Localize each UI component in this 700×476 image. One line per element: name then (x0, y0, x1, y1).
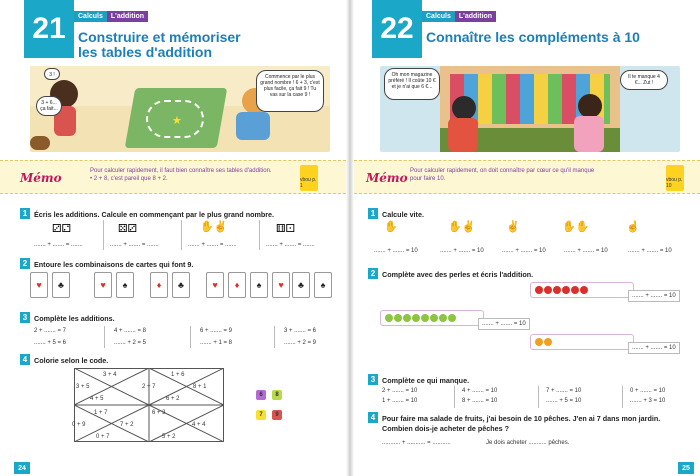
playing-card[interactable]: ♣ (52, 272, 70, 298)
complement-item[interactable]: 2 + ....... = 10 (382, 388, 418, 394)
grid-cell-label: 0 + 7 (96, 434, 110, 440)
lesson-tag (74, 11, 148, 22)
playing-card[interactable]: ♥ (206, 272, 224, 298)
exercise-instruction: Calcule vite. (382, 210, 424, 219)
complement-item[interactable]: ....... + 3 = 10 (630, 398, 666, 404)
addition-item[interactable]: 3 + ....... = 6 (284, 328, 317, 334)
grid-cell-label: 4 + 4 (192, 422, 206, 428)
complement-item[interactable]: 8 + ....... = 10 (462, 398, 498, 404)
complement-item[interactable]: 0 + ....... = 10 (630, 388, 666, 394)
memo-book-icon: vbou p. 1 (300, 165, 318, 191)
memo-text: Pour calculer rapidement, on doit connaître par cœur ce qu'il manque pour faire 10. (410, 168, 595, 182)
dice-icon: ⚄⚂ (118, 223, 138, 235)
tag-category: Calculs (74, 11, 107, 22)
grid-cell-label: 5 + 2 (162, 434, 176, 440)
addition-item[interactable]: 4 + ....... = 8 (114, 328, 147, 334)
addition-item[interactable]: ....... + 1 = 8 (200, 340, 233, 346)
playing-card[interactable]: ♥ (30, 272, 48, 298)
playing-card[interactable]: ♦ (228, 272, 246, 298)
complement-item[interactable]: 1 + ....... = 10 (382, 398, 418, 404)
grid-cell-label: 7 + 2 (120, 422, 134, 428)
hand-icon: ✋✌ (200, 221, 228, 233)
bead-strip[interactable] (530, 282, 634, 298)
answer-blank[interactable]: ....... + ....... = ....... (110, 242, 159, 248)
answer-blank[interactable]: ....... + ....... = ....... (34, 242, 83, 248)
answer-blank[interactable]: ....... + ....... = 10 (564, 248, 608, 254)
answer-blank[interactable]: ....... + ....... = 10 (440, 248, 484, 254)
color-code-swatch: 6 (256, 390, 266, 400)
hand-icon: ✋✋ (562, 221, 590, 233)
memo-text: Pour calculer rapidement, il faut bien connaître ses tables d'addition. • 2 + 8, c'est pareil que 8 + 2. (90, 168, 272, 182)
hand-icon: ✋ (384, 221, 398, 233)
addition-item[interactable]: 2 + ....... = 7 (34, 328, 67, 334)
lesson-number: 21 (24, 0, 74, 58)
playing-card[interactable]: ♥ (94, 272, 112, 298)
grid-cell-label: 1 + 7 (94, 410, 108, 416)
hand-icon: ✋✌ (448, 221, 476, 233)
hand-icon: ✌ (506, 221, 520, 233)
grid-cell-label: 6 + 3 (152, 410, 166, 416)
answer-blank[interactable]: ....... + ....... = 10 (374, 248, 418, 254)
complement-item[interactable]: ....... + 5 = 10 (546, 398, 582, 404)
answer-box[interactable]: ....... + ....... = 10 (628, 290, 680, 302)
speech-bubble: Oh mon magazine préféré ! Il coûte 10 € et je n'ai que 6 €... (384, 68, 440, 100)
grid-cell-label: 4 + 5 (90, 396, 104, 402)
exercise-instruction: Colorie selon le code. (34, 356, 109, 365)
grid-cell-label: 1 + 6 (171, 372, 185, 378)
answer-box[interactable]: ....... + ....... = 10 (478, 318, 530, 330)
exercise-number: 1 (368, 208, 378, 219)
exercise-number: 2 (368, 268, 378, 279)
hand-icon: ☝ (626, 221, 640, 233)
playing-card[interactable]: ♣ (172, 272, 190, 298)
grid-cell-label: 3 + 5 (76, 384, 90, 390)
speech-bubble: Il te manque 4 €... Zut ! (620, 70, 668, 90)
memo-book-icon: vbou p. 10 (666, 165, 684, 191)
addition-item[interactable]: ....... + 5 = 6 (34, 340, 67, 346)
lesson-number: 22 (372, 0, 422, 58)
speech-bubble: Commence par le plus grand nombre ! 6 + 3, c'est plus facile, ça fait 9 ! Tu vas sur la case 9 ! (256, 70, 324, 112)
addition-item[interactable]: ....... + 2 = 9 (284, 340, 317, 346)
addition-item[interactable]: ....... + 2 = 5 (114, 340, 147, 346)
exercise-instruction: Écris les additions. Calcule en commençant par le plus grand nombre. (34, 210, 275, 219)
tag-category: Calculs (422, 11, 455, 22)
exercise-instruction: Complète les additions. (34, 314, 115, 323)
memo-box (354, 160, 700, 194)
playing-card[interactable]: ♥ (272, 272, 290, 298)
speech-bubble: 3 + 6... ça fait... (36, 96, 62, 116)
color-code-swatch: 8 (272, 390, 282, 400)
answer-box[interactable]: ....... + ....... = 10 (628, 342, 680, 354)
exercise-number: 4 (368, 412, 378, 423)
playing-card[interactable]: ♣ (292, 272, 310, 298)
grid-cell-label: 8 + 1 (193, 384, 207, 390)
playing-card[interactable]: ♠ (314, 272, 332, 298)
answer-blank[interactable]: ....... + ....... = ....... (188, 242, 237, 248)
exercise-instruction: Complète ce qui manque. (382, 376, 470, 385)
answer-blank[interactable]: ........... + ........... = ........... (382, 440, 451, 446)
exercise-instruction: Complète avec des perles et écris l'addition. (382, 270, 534, 279)
playing-card[interactable]: ♠ (250, 272, 268, 298)
book-gutter (346, 0, 354, 476)
boy-character (452, 96, 476, 120)
memo-box (0, 160, 346, 194)
lesson-tag (422, 11, 496, 22)
girl-character (578, 94, 602, 118)
memo-label: Mémo (20, 171, 62, 185)
lesson-illustration (30, 66, 330, 152)
exercise-number: 3 (368, 374, 378, 385)
playing-card[interactable]: ♠ (116, 272, 134, 298)
star-icon: ★ (172, 115, 182, 127)
exercise-instruction: Pour faire ma salade de fruits, j'ai besoin de 10 pêches. J'en ai 7 dans mon jardin. Combien dois-je acheter de pêches ? (382, 414, 661, 433)
answer-blank[interactable]: ....... + ....... = ....... (266, 242, 315, 248)
exercise-instruction: Entoure les combinaisons de cartes qui font 9. (34, 260, 194, 269)
lesson-title: Construire et mémoriser les tables d'addition (78, 29, 241, 60)
addition-item[interactable]: 6 + ....... = 9 (200, 328, 233, 334)
coloring-grid[interactable] (74, 368, 224, 442)
playing-card[interactable]: ♦ (150, 272, 168, 298)
complement-item[interactable]: 7 + ....... = 10 (546, 388, 582, 394)
page-number: 25 (678, 462, 694, 474)
answer-sentence[interactable]: Je dois acheter ........... pêches. (486, 440, 570, 446)
complement-item[interactable]: 4 + ....... = 10 (462, 388, 498, 394)
speech-bubble: 3 ! (44, 68, 60, 80)
dice-icon: ⚂⚁ (52, 223, 72, 235)
exercise-number: 3 (20, 312, 30, 323)
memo-label: Mémo (366, 171, 408, 185)
exercise-number: 4 (20, 354, 30, 365)
bead-strip[interactable] (530, 334, 634, 350)
color-code-swatch: 7 (256, 410, 266, 420)
grid-cell-label: 6 + 2 (166, 396, 180, 402)
tag-topic: L'addition (107, 11, 148, 22)
grid-cell-label: 2 + 7 (142, 384, 156, 390)
grid-cell-label: 0 + 9 (72, 422, 86, 428)
page-number: 24 (14, 462, 30, 474)
color-code-swatch: 9 (272, 410, 282, 420)
dog-icon (30, 136, 50, 150)
tag-topic: L'addition (455, 11, 496, 22)
exercise-number: 1 (20, 208, 30, 219)
lesson-title: Connaître les compléments à 10 (426, 29, 640, 45)
bead-strip[interactable] (380, 310, 484, 326)
answer-blank[interactable]: ....... + ....... = 10 (628, 248, 672, 254)
answer-blank[interactable]: ....... + ....... = 10 (502, 248, 546, 254)
right-page (350, 0, 700, 476)
grid-cell-label: 3 + 4 (103, 372, 117, 378)
exercise-number: 2 (20, 258, 30, 269)
dice-icon: ⚅⚀ (276, 223, 296, 235)
lesson-illustration (380, 66, 680, 152)
